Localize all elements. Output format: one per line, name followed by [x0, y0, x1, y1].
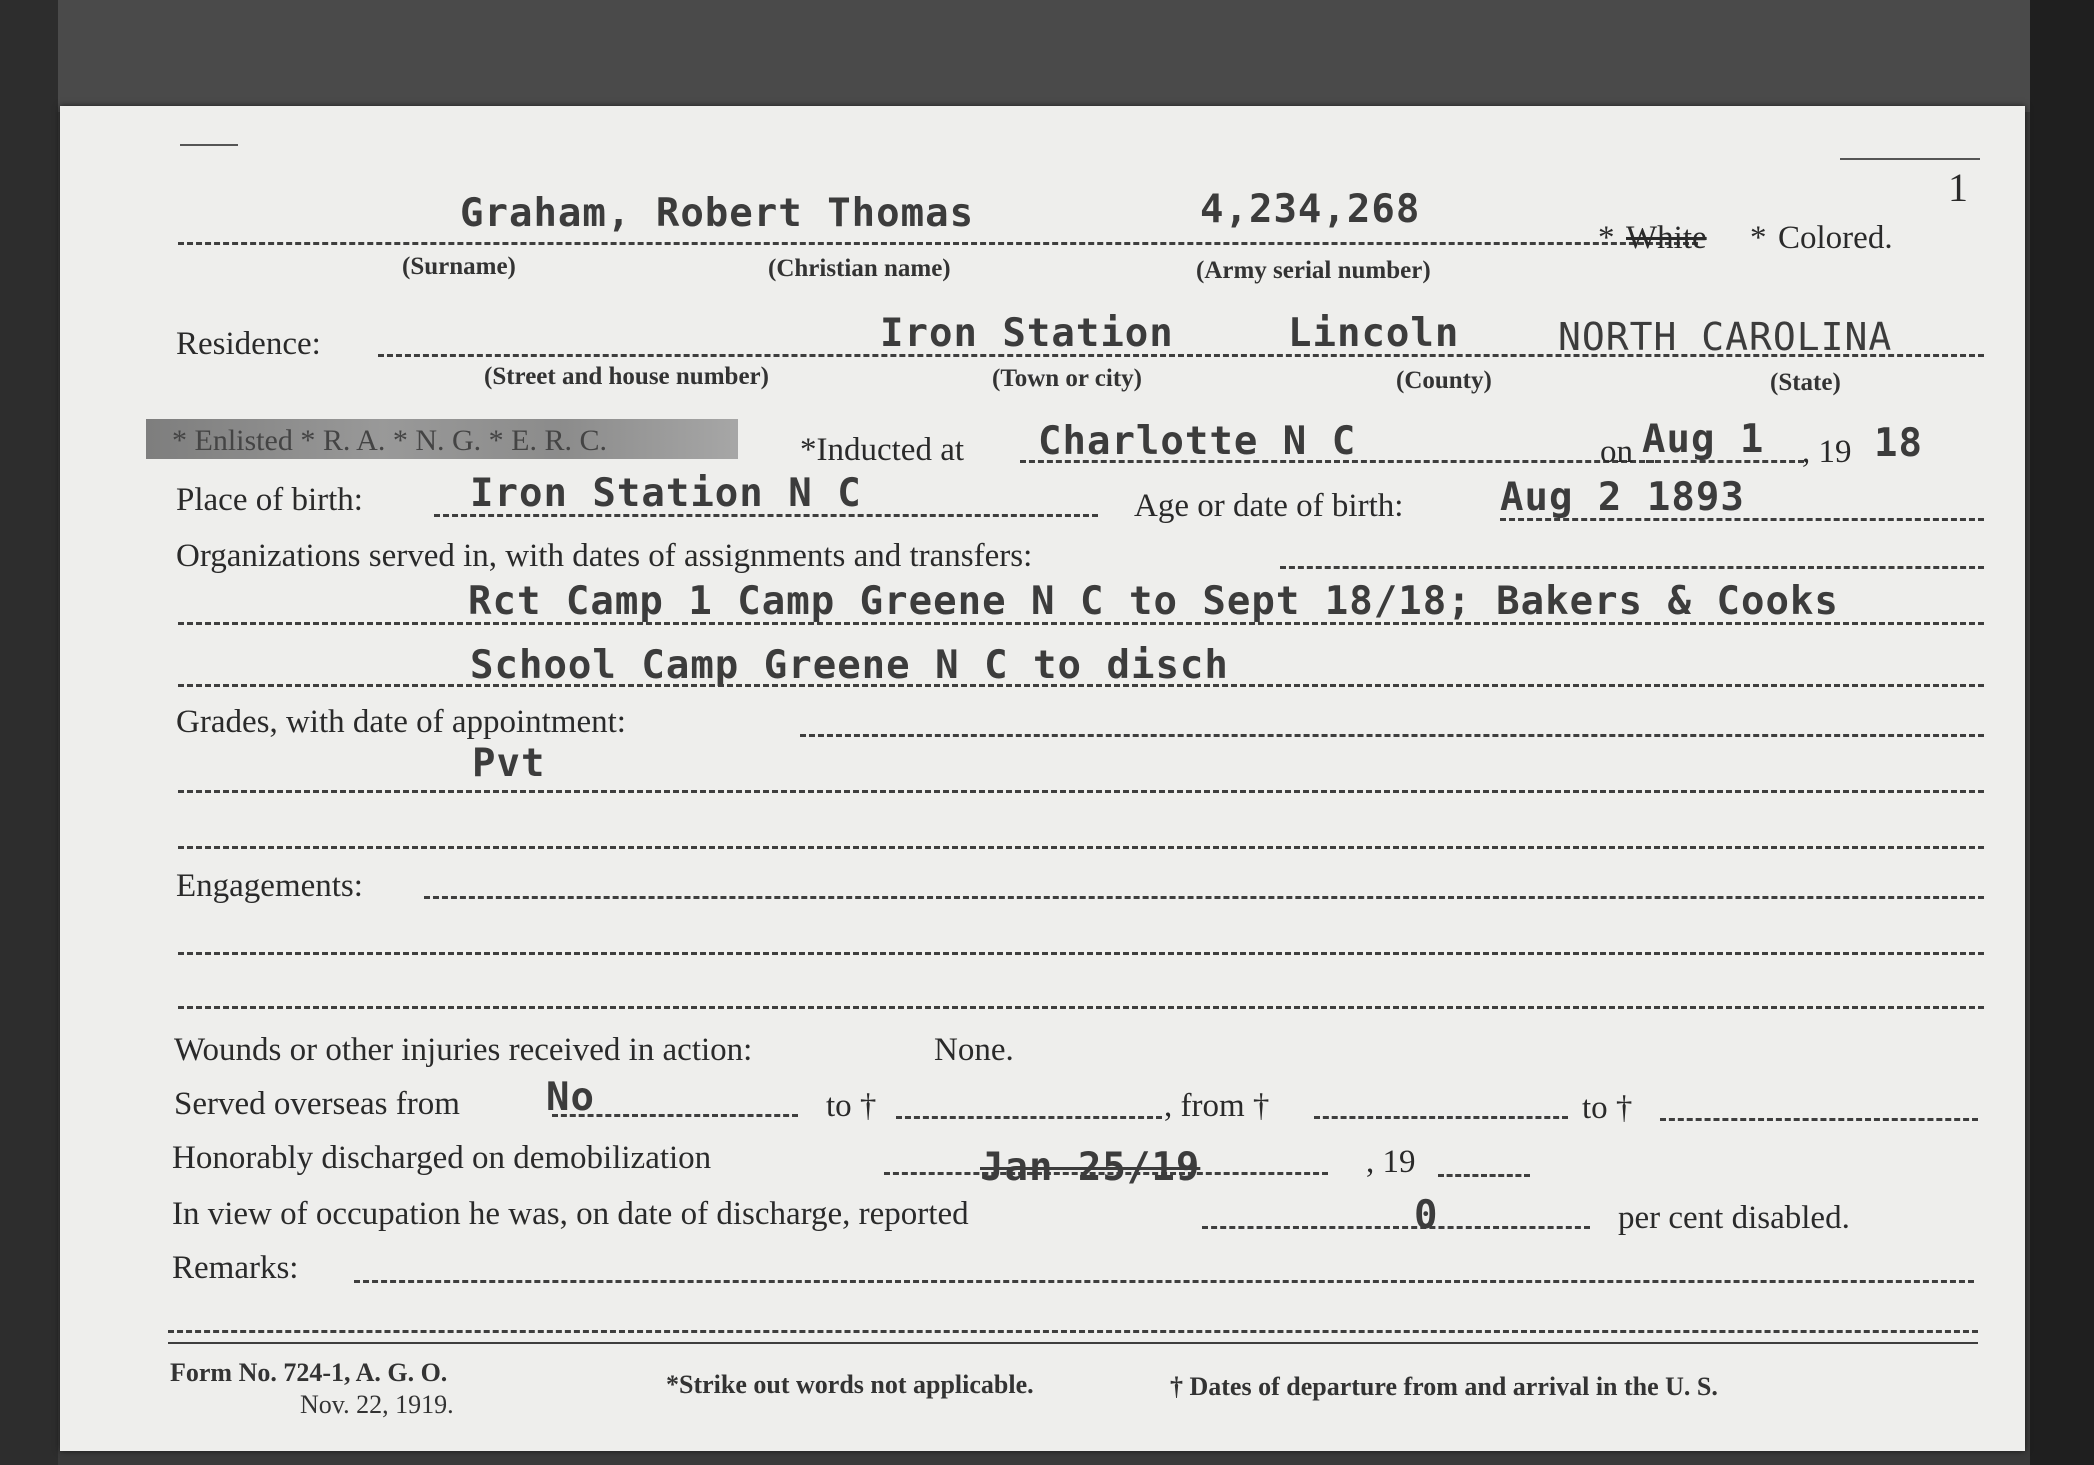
serial-caption: (Army serial number) [1196, 257, 1431, 284]
form-number: Form No. 724-1, A. G. O. [170, 1358, 448, 1387]
remarks-label: Remarks: [172, 1250, 299, 1286]
engagements-label: Engagements: [176, 868, 363, 904]
grades-line-2 [178, 790, 1984, 793]
engagements-line-3 [178, 1006, 1984, 1009]
remarks-line-3 [168, 1342, 1978, 1344]
soldier-name: Graham, Robert Thomas [460, 191, 975, 236]
army-serial-number: 4,234,268 [1200, 187, 1421, 232]
corner-rule-right [1840, 158, 1980, 160]
race-colored: Colored. [1778, 220, 1893, 256]
service-record-card [60, 106, 2025, 1451]
grade-value: Pvt [472, 741, 546, 786]
overseas-to-line [896, 1116, 1162, 1119]
scan-background-top [0, 0, 2094, 112]
discharge-date: Jan 25/19 [980, 1145, 1201, 1190]
race-mark-colored: * [1750, 220, 1767, 256]
year-suffix: 18 [1874, 421, 1923, 466]
engagements-line-1 [424, 896, 1984, 899]
residence-county: Lincoln [1288, 311, 1460, 356]
discharge-label: Honorably discharged on demobilization [172, 1140, 712, 1176]
year-prefix: , 19 [1802, 434, 1852, 470]
overseas-from-value: No [546, 1075, 595, 1120]
overseas-to-label: to † [826, 1088, 877, 1124]
disability-label: In view of occupation he was, on date of discharge, reported [172, 1196, 969, 1232]
surname-caption: (Surname) [402, 253, 516, 280]
wounds-label: Wounds or other injuries received in action: [174, 1032, 753, 1068]
disability-suffix: per cent disabled. [1618, 1200, 1850, 1236]
disability-percent: 0 [1414, 1193, 1439, 1238]
residence-town: Iron Station [880, 311, 1174, 356]
card-number: 1 [1948, 165, 1968, 210]
grades-label: Grades, with date of appointment: [176, 704, 626, 740]
enlisted-options: * Enlisted * R. A. * N. G. * E. R. C. [172, 424, 608, 457]
birth-date: Aug 2 1893 [1500, 475, 1745, 520]
birth-place: Iron Station N C [470, 471, 862, 516]
wounds-value: None. [934, 1032, 1014, 1068]
residence-state: NORTH CAROLINA [1558, 315, 1893, 359]
engagements-line-2 [178, 952, 1984, 955]
remarks-line-1 [354, 1280, 1974, 1283]
state-caption: (State) [1770, 369, 1841, 396]
name-line [178, 242, 1698, 245]
residence-label: Residence: [176, 326, 321, 362]
organizations-label-line [1280, 566, 1984, 569]
strike-note: *Strike out words not applicable. [666, 1370, 1034, 1399]
overseas-to2-label: to † [1582, 1090, 1633, 1126]
scan-background-right [2030, 0, 2094, 1465]
birth-date-label: Age or date of birth: [1134, 488, 1404, 524]
county-caption: (County) [1396, 367, 1492, 394]
overseas-from-label: Served overseas from [174, 1086, 460, 1122]
overseas-to2-line [1660, 1118, 1978, 1121]
overseas-from2-label: , from † [1164, 1088, 1270, 1124]
scan-background-left [0, 0, 58, 1465]
remarks-line-2 [168, 1330, 1978, 1333]
inducted-place: Charlotte N C [1038, 419, 1357, 464]
organizations-entry-2: School Camp Greene N C to disch [470, 643, 1229, 688]
discharge-year-line [1438, 1174, 1530, 1177]
town-caption: (Town or city) [992, 365, 1142, 392]
overseas-from2-line [1314, 1116, 1568, 1119]
birth-place-label: Place of birth: [176, 482, 363, 518]
discharge-year-label: , 19 [1366, 1144, 1416, 1180]
street-caption: (Street and house number) [484, 363, 769, 390]
organizations-label: Organizations served in, with dates of assignments and transfers: [176, 538, 1033, 574]
on-label: on [1600, 434, 1633, 470]
dates-note: † Dates of departure from and arrival in the U. S. [1170, 1372, 1718, 1401]
christian-name-caption: (Christian name) [768, 255, 951, 282]
form-date: Nov. 22, 1919. [300, 1390, 454, 1419]
race-white: White [1626, 220, 1707, 256]
organizations-entry-1: Rct Camp 1 Camp Greene N C to Sept 18/18; Bakers & Cooks [468, 579, 1839, 624]
disability-line [1202, 1226, 1590, 1229]
grades-line-3 [178, 846, 1984, 849]
inducted-date: Aug 1 [1642, 417, 1765, 462]
corner-rule [180, 144, 238, 146]
grades-line-1 [800, 734, 1984, 737]
race-mark-white: * [1598, 220, 1615, 256]
inducted-label: *Inducted at [800, 432, 965, 468]
